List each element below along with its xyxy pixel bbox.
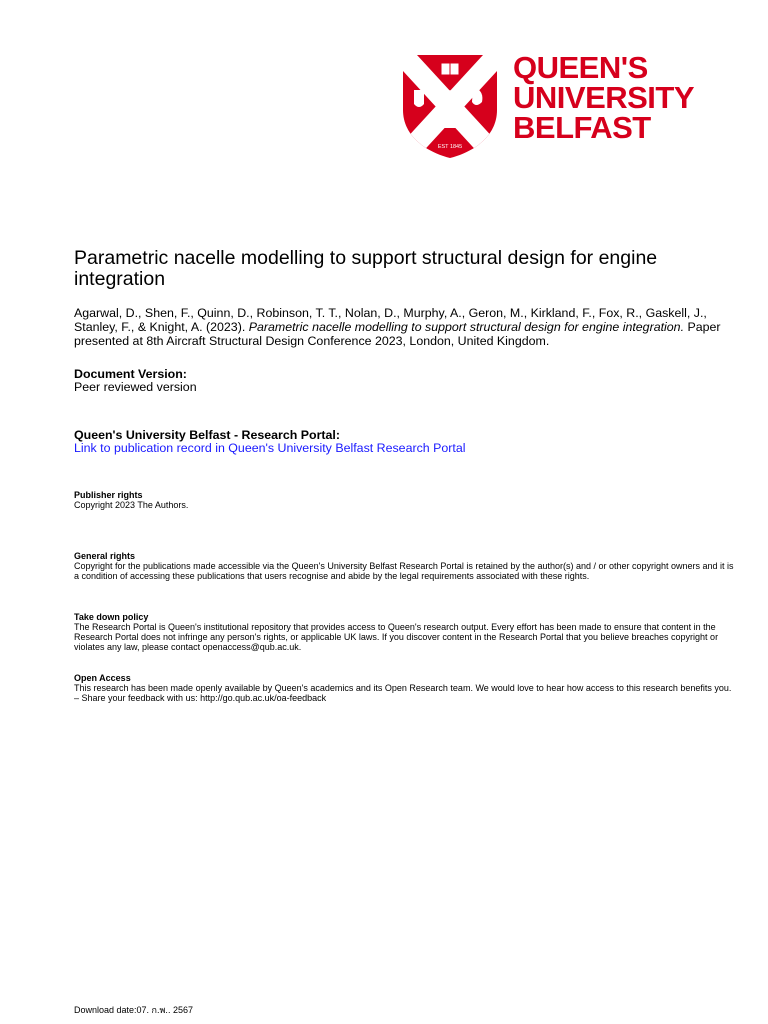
open-access-heading: Open Access <box>74 673 131 683</box>
publisher-rights-heading: Publisher rights <box>74 490 143 500</box>
general-rights-heading: General rights <box>74 551 136 561</box>
publisher-rights-section <box>74 490 734 510</box>
document-version-value: Peer reviewed version <box>74 380 197 394</box>
citation-authors: Agarwal, D., Shen, F., Quinn, D., Robinson, T. T., Nolan, D., Murphy, A., Geron, M., Kirkland, F., Fox, R., Gaskell, J., Stanley, F., & Knight, A. (2023). <box>74 306 707 334</box>
citation-venue: Paper presented at 8th Aircraft Structural Design Conference 2023, London, United Kingdom. <box>74 320 721 348</box>
open-access-section <box>74 673 734 703</box>
research-portal-heading: Queen's University Belfast - Research Portal: <box>74 428 340 442</box>
general-rights-text: Copyright for the publications made accessible via the Queen's University Belfast Research Portal is retained by the author(s) and / or other copyright owners and it is a condition of accessing these publications that users recognise and abide by the legal requirements associated with these rights. <box>74 561 734 581</box>
take-down-text: The Research Portal is Queen's institutional repository that provides access to Queen's research output. Every effort has been made to ensure that content in the Research Portal does not infringe any person's rights, or applicable UK laws. If you discover content in the Research Portal that you believe breaches copyright or violates any law, please contact openaccess@qub.ac.uk. <box>74 622 719 652</box>
citation <box>74 306 734 348</box>
research-portal-section <box>74 429 734 455</box>
take-down-section <box>74 612 734 652</box>
logo-line-university: UNIVERSITY <box>513 80 695 115</box>
citation-title: Parametric nacelle modelling to support structural design for engine integration. <box>248 320 685 334</box>
logo-line-queens: QUEEN'S <box>513 50 648 85</box>
paper-title: Parametric nacelle modelling to support structural design for engine integration <box>74 247 658 290</box>
svg-text:EST 1845: EST 1845 <box>437 144 463 150</box>
download-date: Download date:07. ก.พ.. 2567 <box>74 1005 193 1015</box>
general-rights-section <box>74 551 734 581</box>
open-access-text: This research has been made openly available by Queen's academics and its Open Research team. We would love to hear how access to this research benefits you. – Share your feedback with us: http://go.qub.ac.uk/oa-feedback <box>74 683 732 703</box>
logo-line-belfast: BELFAST <box>513 110 651 145</box>
document-version-heading: Document Version: <box>74 367 187 381</box>
crest-icon <box>400 52 500 160</box>
publication-record-link[interactable]: Link to publication record in Queen's University Belfast Research Portal <box>74 441 466 455</box>
university-logo <box>400 52 720 162</box>
document-version-section <box>74 368 734 394</box>
publisher-rights-text: Copyright 2023 The Authors. <box>74 500 189 510</box>
take-down-heading: Take down policy <box>74 612 149 622</box>
